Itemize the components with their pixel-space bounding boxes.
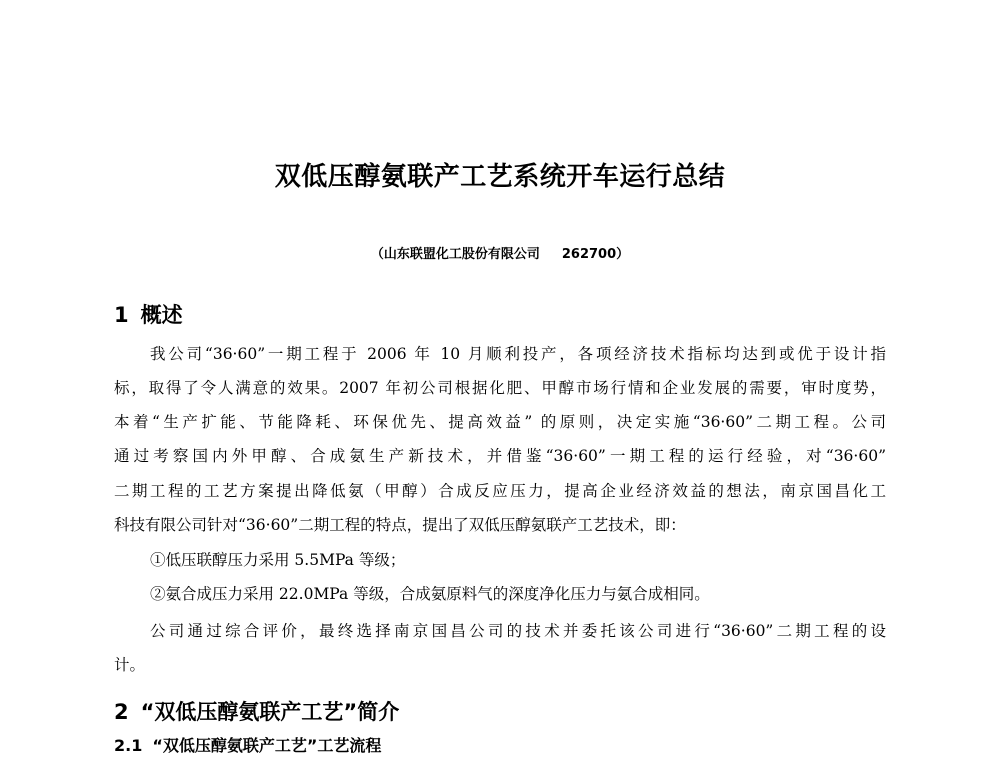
paragraph-line: 计。	[114, 656, 146, 674]
paragraph-line: 公司通过综合评价，最终选择南京国昌公司的技术并委托该公司进行“36·60”二期工程的设	[150, 622, 886, 640]
section-2-title: “双低压醇氨联产工艺”简介	[140, 700, 400, 724]
list-item-2: ②氨合成压力采用 22.0MPa 等级，合成氨原料气的深度净化压力与氨合成相同。	[150, 585, 710, 603]
paragraph-line: 科技有限公司针对“36·60”二期工程的特点，提出了双低压醇氨联产工艺技术，即：	[114, 516, 686, 534]
affiliation-company: （山东联盟化工股份有限公司	[370, 247, 540, 262]
list-item-1: ①低压联醇压力采用 5.5MPa 等级；	[150, 551, 406, 569]
paragraph-line: 我公司“36·60”一期工程于 2006 年 10 月顺利投产，各项经济技术指标均达到或优于设计指	[150, 345, 886, 363]
document-title: 双低压醇氨联产工艺系统开车运行总结	[274, 162, 726, 192]
affiliation-postcode: 262700）	[561, 247, 630, 262]
section-1-number: 1	[114, 303, 129, 327]
paragraph-line: 本着“生产扩能、节能降耗、环保优先、提高效益” 的原则，决定实施“36·60”二期工程。公司	[114, 413, 886, 431]
section-2-number: 2	[114, 700, 129, 724]
section-2-heading	[114, 697, 399, 727]
subsection-2-1-number: 2.1	[114, 736, 143, 755]
section-1-title: 概述	[140, 303, 183, 327]
paragraph-line: 二期工程的工艺方案提出降低氨（甲醇）合成反应压力，提高企业经济效益的想法，南京国昌化工	[114, 482, 886, 500]
subsection-2-1-title: “双低压醇氨联产工艺”工艺流程	[152, 736, 382, 755]
paragraph-line: 通过考察国内外甲醇、合成氨生产新技术，并借鉴“36·60”一期工程的运行经验，对“36·60”	[114, 447, 886, 465]
section-1-heading	[114, 300, 183, 330]
subsection-2-1-heading	[114, 734, 381, 758]
paragraph-line: 标，取得了令人满意的效果。2007 年初公司根据化肥、甲醇市场行情和企业发展的需要，审时度势，	[114, 379, 886, 397]
author-affiliation	[0, 244, 1000, 266]
